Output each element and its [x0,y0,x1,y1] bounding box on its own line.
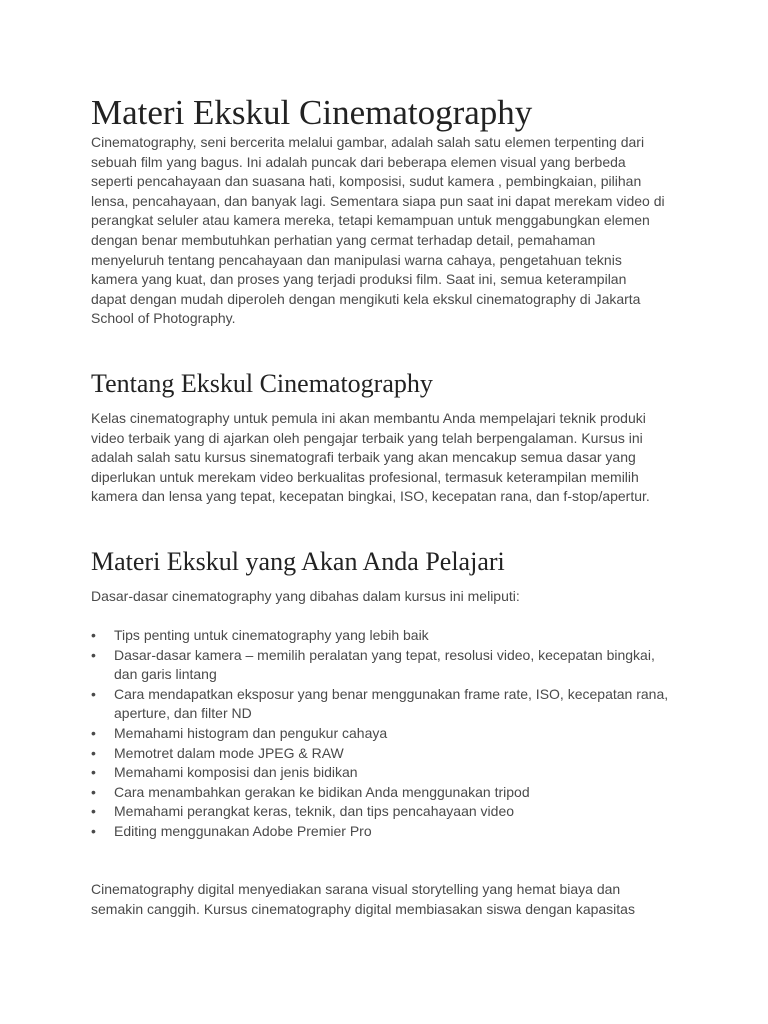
list-item-text: Memahami perangkat keras, teknik, dan tips pencahayaan video [114,803,515,820]
paragraph-line: Kelas cinematography untuk pemula ini akan membantu Anda mempelajari teknik produki [91,410,646,426]
list-item-text: aperture, dan filter ND [114,705,252,722]
section-heading-materi: Materi Ekskul yang Akan Anda Pelajari [91,547,505,576]
bullet-icon: • [91,646,96,663]
closing-paragraph [91,880,683,919]
paragraph-line: dapat dengan mudah diperoleh dengan mengikuti kela ekskul cinematography di Jakarta [91,290,641,307]
paragraph-line: Dasar-dasar cinematography yang dibahas dalam kursus ini meliputi: [91,588,520,604]
section-intro-materi [91,587,683,607]
list-item-text: Cara mendapatkan eksposur yang benar menggunakan frame rate, ISO, kecepatan rana, [114,685,669,702]
intro-paragraph [91,133,683,329]
topics-bullet-list [91,626,691,842]
bullet-icon: • [91,822,96,839]
paragraph-line: kamera yang kuat, dan proses yang terjadi produksi film. Saat ini, semua keterampilan [91,271,627,288]
bullet-icon: • [91,803,96,820]
paragraph-line: perangkat seluler atau kamera mereka, tetapi kemampuan untuk menggabungkan elemen [91,212,650,229]
paragraph-line: seperti pencahayaan dan suasana hati, komposisi, sudut kamera , pembingkaian, pilihan [91,173,642,190]
paragraph-line: Cinematography, seni bercerita melalui gambar, adalah salah satu elemen terpenting dari [91,134,645,150]
list-item [91,763,691,783]
bullet-icon: • [91,724,96,741]
paragraph-line: Cinematography digital menyediakan sarana visual storytelling yang hemat biaya dan [91,881,621,897]
list-item [91,646,691,685]
bullet-icon: • [91,783,96,800]
list-item [91,744,691,764]
list-item [91,626,691,646]
list-item-text: Memahami komposisi dan jenis bidikan [114,764,358,781]
list-item [91,802,691,822]
list-item-text: Memahami histogram dan pengukur cahaya [114,724,388,741]
list-item-text: Tips penting untuk cinematography yang lebih baik [114,627,429,643]
section-paragraph-tentang [91,409,683,507]
paragraph-line: menyeluruh tentang pencahayaan dan manipulasi warna cahaya, pengetahuan teknis [91,251,622,268]
list-item-text: dan garis lintang [114,666,217,683]
list-item-text: Dasar-dasar kamera – memilih peralatan yang tepat, resolusi video, kecepatan bingkai, [114,646,655,663]
bullet-icon: • [91,744,96,761]
list-item [91,783,691,803]
page-title: Materi Ekskul Cinematography [91,93,533,132]
bullet-icon: • [91,764,96,781]
paragraph-line: dengan benar membutuhkan perhatian yang cermat terhadap detail, pemahaman [91,231,596,248]
list-item-text: Cara menambahkan gerakan ke bidikan Anda menggunakan tripod [114,783,530,800]
list-item [91,822,691,842]
list-item-text: Editing menggunakan Adobe Premier Pro [114,822,372,839]
list-item [91,724,691,744]
paragraph-line: lensa, pencahayaan, dan banyak lagi. Sementara siapa pun saat ini dapat merekam video di [91,192,665,209]
paragraph-line: School of Photography. [91,310,236,327]
list-item [91,685,691,724]
paragraph-line: diperlukan untuk merekam video berkualitas profesional, termasuk keterampilan memilih [91,468,639,485]
paragraph-line: semakin canggih. Kursus cinematography digital membiasakan siswa dengan kapasitas [91,900,635,917]
paragraph-line: video terbaik yang di ajarkan oleh pengajar terbaik yang telah berpengalaman. Kursus ini [91,429,643,446]
list-item-text: Memotret dalam mode JPEG & RAW [114,744,344,761]
paragraph-line: kamera dan lensa yang tepat, kecepatan bingkai, ISO, kecepatan rana, dan f-stop/apertur. [91,488,650,505]
bullet-icon: • [91,627,96,643]
bullet-icon: • [91,685,96,702]
section-heading-tentang: Tentang Ekskul Cinematography [91,369,433,398]
paragraph-line: sebuah film yang bagus. Ini adalah puncak dari beberapa elemen visual yang berbeda [91,153,626,170]
paragraph-line: adalah salah satu kursus sinematografi terbaik yang akan mencakup semua dasar yang [91,449,636,466]
